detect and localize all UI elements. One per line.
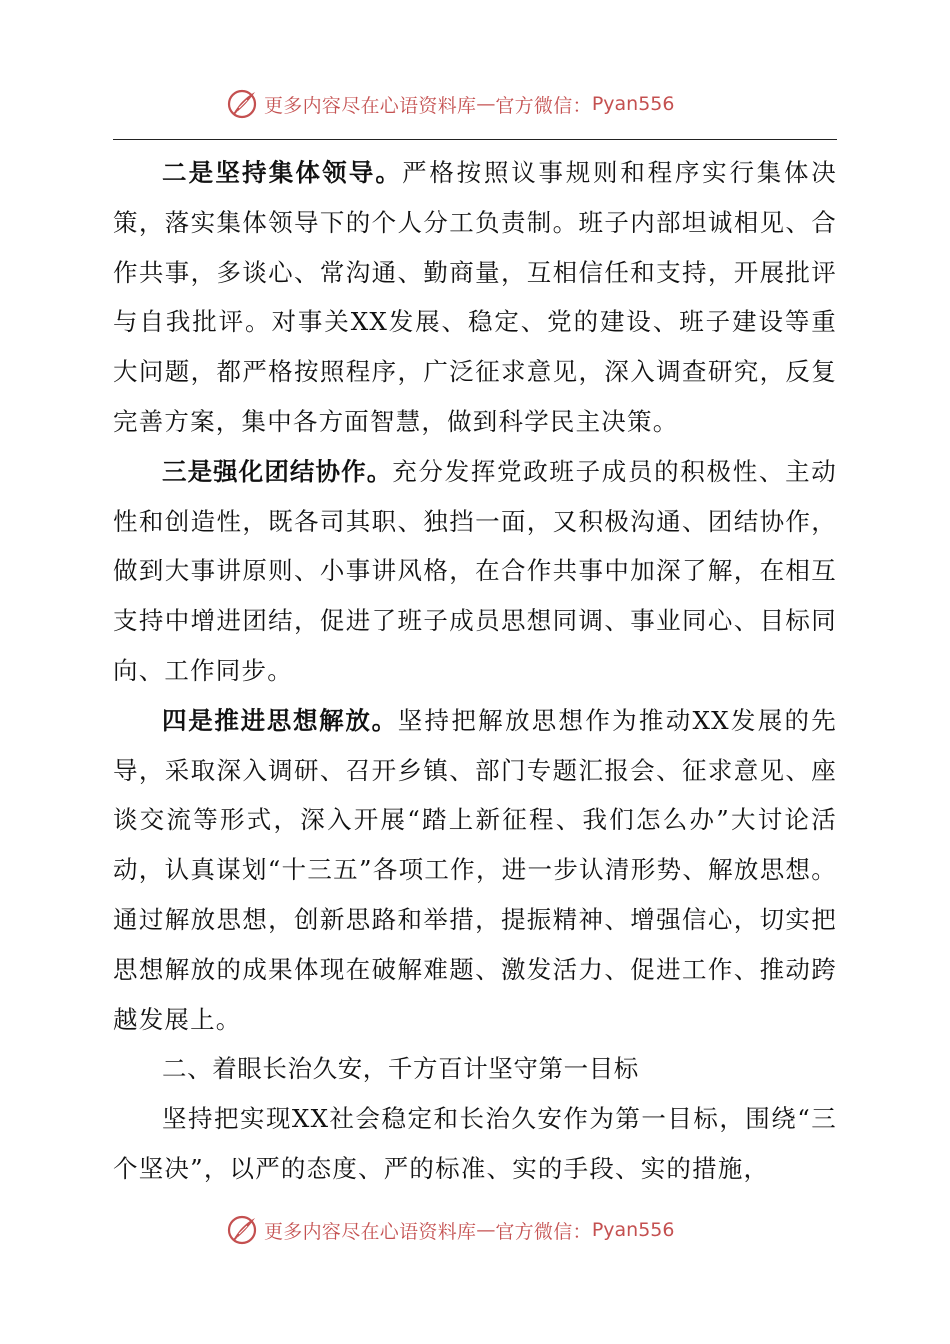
- paragraph-lead: 二是坚持集体领导。: [162, 158, 403, 187]
- paragraph-emancipate-mind: [113, 696, 837, 1045]
- paragraph-collective-leadership: [113, 148, 837, 447]
- watermark-site-text: 更多内容尽在心语资料库: [264, 1220, 477, 1243]
- quill-logo-icon: [226, 87, 260, 121]
- watermark-separator: —: [476, 1219, 496, 1241]
- paragraph-lead: 三是强化团结协作。: [162, 456, 393, 486]
- watermark-account-id: Pyan556: [591, 93, 675, 115]
- paragraph-body: 严格按照议事规则和程序实行集体决策，落实集体领导下的个人分工负责制。班子内部坦诚相见、合作共事，多谈心、常沟通、勤商量，互相信任和支持，开展批评与自我批评。对事关XX发展、稳定、党的建设、班子建设等重大问题，都严格按照程序，广泛征求意见，深入调查研究，反复完善方案，集中各方面智慧，做到科学民主决策。: [113, 158, 837, 436]
- watermark-site-text: 更多内容尽在心语资料库: [264, 94, 477, 117]
- watermark-separator: —: [476, 93, 496, 115]
- header-watermark: [226, 84, 674, 124]
- watermark-account-id: Pyan556: [591, 1219, 675, 1241]
- quill-logo-icon: [226, 1213, 260, 1247]
- header-divider: [113, 139, 837, 140]
- section-heading: 二、着眼长治久安，千方百计坚守第一目标: [162, 1054, 639, 1084]
- footer-watermark: [226, 1210, 674, 1250]
- paragraph-body: 充分发挥党政班子成员的积极性、主动性和创造性，既各司其职、独挡一面，又积极沟通、团结协作，做到大事讲原则、小事讲风格，在合作共事中加深了解，在相互支持中增进团结，促进了班子成员思想同调、事业同心、目标同向、工作同步。: [113, 456, 837, 685]
- watermark-account-label: 官方微信：: [495, 1220, 592, 1243]
- watermark-account-label: 官方微信：: [495, 94, 592, 117]
- paragraph-stability: 坚持把实现XX社会稳定和长治久安作为第一目标，围绕“三个坚决”，以严的态度、严的标准、实的手段、实的措施，: [113, 1104, 837, 1183]
- paragraph-lead: 四是推进思想解放。: [162, 705, 398, 735]
- document-body: [113, 148, 837, 1194]
- paragraph-unity-cooperation: [113, 447, 837, 696]
- paragraph-body: 坚持把解放思想作为推动XX发展的先导，采取深入调研、召开乡镇、部门专题汇报会、征求意见、座谈交流等形式，深入开展“踏上新征程、我们怎么办”大讨论活动，认真谋划“十三五”各项工作，进一步认清形势、解放思想。通过解放思想，创新思路和举措，提振精神、增强信心，切实把思想解放的成果体现在破解难题、激发活力、促进工作、推动跨越发展上。: [113, 705, 837, 1034]
